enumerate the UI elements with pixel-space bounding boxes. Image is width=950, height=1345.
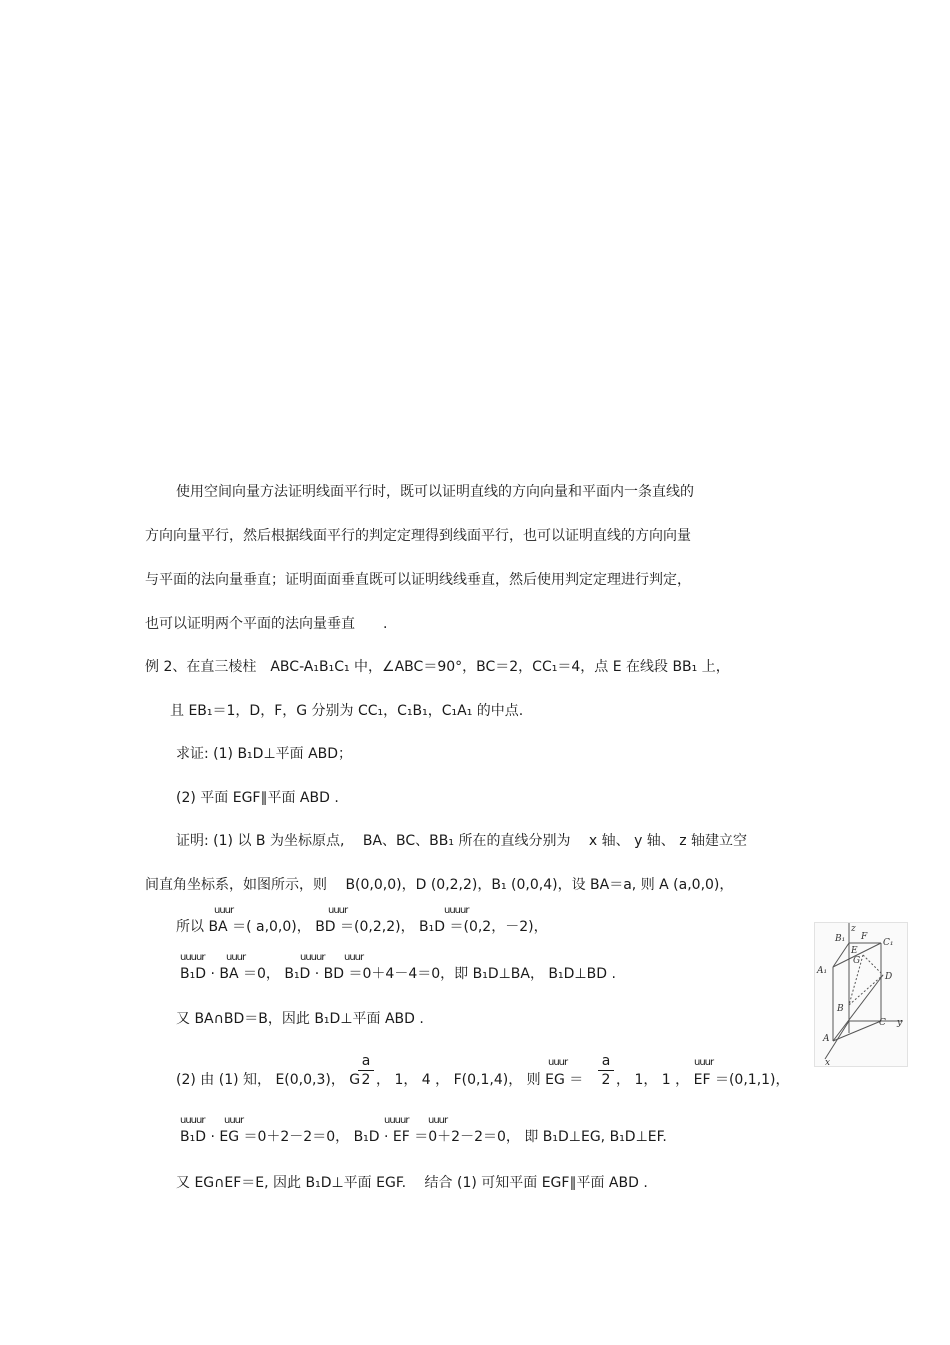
example-line-2: 且 EB₁＝1，D，F，G 分别为 CC₁，C₁B₁，C₁A₁ 的中点. — [170, 703, 524, 719]
question-1: 求证: (1) B₁D⊥平面 ABD； — [176, 746, 353, 762]
fraction-denominator: 2 — [361, 1072, 371, 1088]
vector-arrow-b1d-2: uuuur — [180, 952, 205, 963]
proof-line-6c: ， 1， 1 ， EF ＝(0,1,1)， — [616, 1072, 790, 1088]
text-line-3: 与平面的法向量垂直；证明面面垂直既可以证明线线垂直，然后使用判定定理进行判定， — [145, 572, 691, 588]
vector-arrow-ef-2: uuur — [428, 1115, 448, 1126]
vector-arrow-ba: uuur — [214, 905, 234, 916]
question-2: (2) 平面 EGF∥平面 ABD . — [176, 790, 339, 806]
label-g: G — [853, 956, 861, 966]
label-e: E — [851, 946, 858, 956]
proof-line-7: B₁D · EG ＝0＋2－2＝0， B₁D · EF ＝0＋2－2＝0， 即 B₁D⊥EG, B₁D⊥EF. — [180, 1129, 667, 1145]
fraction-a-over-2-b — [598, 1053, 614, 1088]
vector-arrow-ba-2: uuur — [226, 952, 246, 963]
label-f: F — [861, 932, 868, 942]
text-line-1: 使用空间向量方法证明线面平行时，既可以证明直线的方向向量和平面内一条直线的 — [176, 484, 694, 500]
text-line-4: 也可以证明两个平面的法向量垂直 . — [145, 616, 388, 632]
proof-line-5: 又 BA∩BD＝B，因此 B₁D⊥平面 ABD . — [176, 1011, 424, 1027]
prism-figure — [814, 922, 908, 1067]
vector-arrow-bd: uuur — [328, 905, 348, 916]
label-a: A — [823, 1034, 830, 1044]
proof-line-3: 所以 BA ＝( a,0,0)， BD ＝(0,2,2)， B₁D ＝(0,2，－2)， — [176, 919, 548, 935]
vector-arrow-ef: uuur — [694, 1057, 714, 1068]
fraction-numerator: a — [361, 1053, 371, 1069]
text-line-2: 方向向量平行，然后根据线面平行的判定定理得到线面平行，也可以证明直线的方向向量 — [145, 528, 691, 544]
vector-arrow-b1d: uuuur — [444, 905, 469, 916]
proof-line-6b: ， 1， 4 ， F(0,1,4)， 则 EG ＝ — [376, 1072, 584, 1088]
vector-arrow-b1d-5: uuuur — [384, 1115, 409, 1126]
vector-arrow-bd-2: uuur — [344, 952, 364, 963]
proof-line-1: 证明: (1) 以 B 为坐标原点, BA、BC、BB₁ 所在的直线分别为 x 轴、 y 轴、 z 轴建立空 — [176, 833, 748, 849]
fraction-denominator: 2 — [601, 1072, 611, 1088]
proof-line-6a: (2) 由 (1) 知， E(0,0,3)， G — [176, 1072, 361, 1088]
vector-arrow-eg-2: uuur — [224, 1115, 244, 1126]
label-c1: C₁ — [883, 938, 894, 948]
example-line-1: 例 2、在直三棱柱 ABC-A₁B₁C₁ 中，∠ABC＝90°，BC＝2，CC₁＝4，点 E 在线段 BB₁ 上， — [145, 659, 730, 675]
proof-line-8: 又 EG∩EF＝E, 因此 B₁D⊥平面 EGF. 结合 (1) 可知平面 EGF∥平面 ABD . — [176, 1175, 648, 1191]
label-z: z — [851, 924, 856, 934]
prism-diagram — [815, 923, 907, 1066]
vector-arrow-eg: uuur — [548, 1057, 568, 1068]
label-y: y — [897, 1018, 903, 1028]
proof-line-2: 间直角坐标系，如图所示，则 B(0,0,0)，D (0,2,2)，B₁ (0,0,4)，设 BA＝a, 则 A (a,0,0)， — [145, 877, 734, 893]
vector-arrow-b1d-3: uuuur — [300, 952, 325, 963]
label-a1: A₁ — [817, 966, 828, 976]
label-x: x — [825, 1058, 831, 1066]
fraction-a-over-2 — [358, 1053, 374, 1088]
vector-arrow-b1d-4: uuuur — [180, 1115, 205, 1126]
fraction-numerator: a — [601, 1053, 611, 1069]
label-b1: B₁ — [835, 934, 846, 944]
label-b: B — [837, 1004, 844, 1014]
label-d: D — [885, 972, 893, 982]
proof-line-4: B₁D · BA ＝0， B₁D · BD ＝0＋4－4＝0，即 B₁D⊥BA， B₁D⊥BD . — [180, 966, 616, 982]
label-c: C — [879, 1018, 886, 1028]
